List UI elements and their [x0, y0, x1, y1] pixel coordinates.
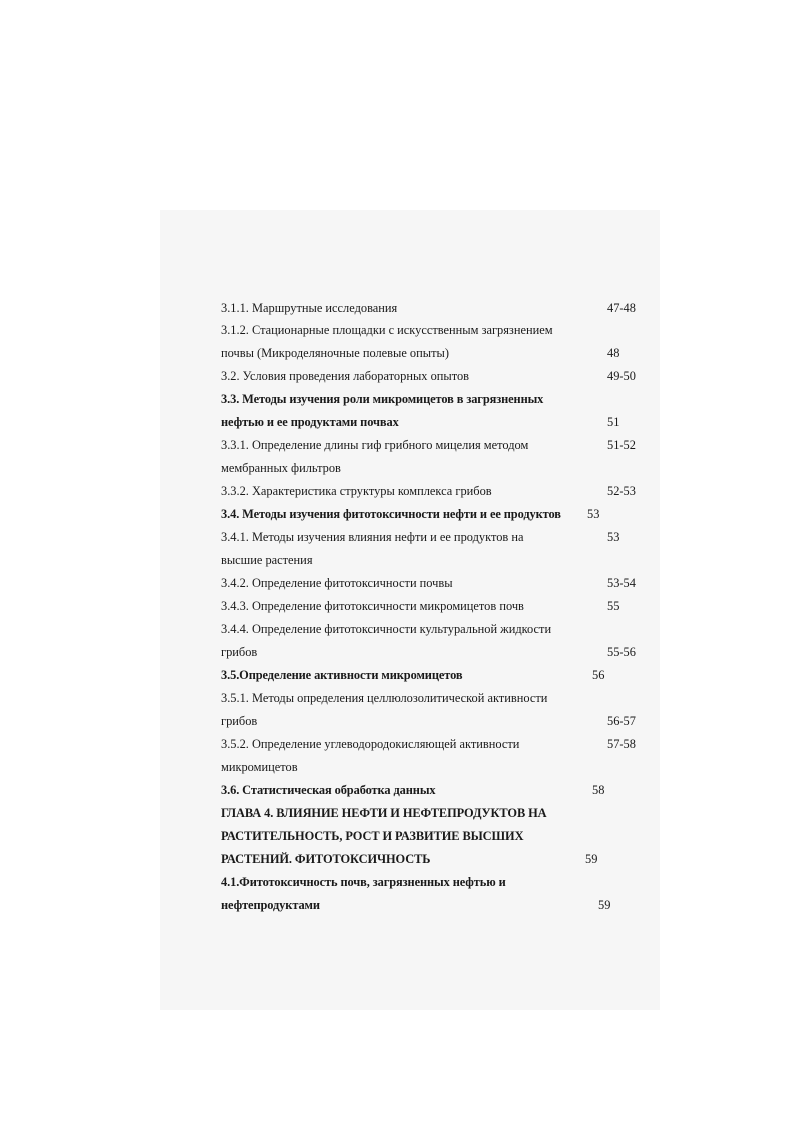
toc-entry-text: 3.3.1. Определение длины гиф грибного мицелия методом [221, 438, 529, 452]
toc-entry-text: 3.3.2. Характеристика структуры комплекса грибов [221, 484, 492, 498]
toc-chapter-heading: ГЛАВА 4. ВЛИЯНИЕ НЕФТИ И НЕФТЕПРОДУКТОВ НА [221, 806, 547, 820]
toc-entry-text: 3.1.2. Стационарные площадки с искусственным загрязнением [221, 323, 553, 337]
toc-entry-text: 3.4.4. Определение фитотоксичности культуральной жидкости [221, 622, 552, 636]
toc-section-heading: нефтью и ее продуктами почвах [221, 415, 399, 429]
toc-entry-page: 53-54 [607, 576, 636, 590]
toc-section-heading: 3.4. Методы изучения фитотоксичности нефти и ее продуктов [221, 507, 561, 521]
toc-entry-page: 48 [607, 346, 620, 360]
toc-entry-text: высшие растения [221, 553, 313, 567]
toc-entry-page: 47-48 [607, 301, 636, 315]
toc-entry-page: 52-53 [607, 484, 636, 498]
toc-entry-page: 56-57 [607, 714, 636, 728]
toc-section-heading: 3.5.Определение активности микромицетов [221, 668, 463, 682]
toc-section-heading: нефтепродуктами [221, 898, 320, 912]
toc-entry-text: 3.5.1. Методы определения целлюлозолитической активности [221, 691, 548, 705]
toc-chapter-heading: РАСТЕНИЙ. ФИТОТОКСИЧНОСТЬ [221, 852, 431, 866]
toc-entry-text: 3.2. Условия проведения лабораторных опытов [221, 369, 470, 383]
toc-chapter-heading: РАСТИТЕЛЬНОСТЬ, РОСТ И РАЗВИТИЕ ВЫСШИХ [221, 829, 524, 843]
toc-entry-page: 53 [587, 507, 600, 521]
toc-section-heading: 4.1.Фитотоксичность почв, загрязненных нефтью и [221, 875, 506, 889]
toc-entry-page: 53 [607, 530, 620, 544]
toc-entry-text: 3.4.2. Определение фитотоксичности почвы [221, 576, 453, 590]
toc-entry-text: 3.4.3. Определение фитотоксичности микромицетов почв [221, 599, 524, 613]
toc-section-heading: 3.3. Методы изучения роли микромицетов в загрязненных [221, 392, 544, 406]
toc-entry-text: мембранных фильтров [221, 461, 341, 475]
toc-entry-text: грибов [221, 714, 258, 728]
toc-entry-text: почвы (Микроделяночные полевые опыты) [221, 346, 449, 360]
toc-entry-text: 3.1.1. Маршрутные исследования [221, 301, 398, 315]
toc-section-heading: 3.6. Статистическая обработка данных [221, 783, 436, 797]
toc-entry-page: 58 [592, 783, 605, 797]
toc-entry-text: 3.4.1. Методы изучения влияния нефти и ее продуктов на [221, 530, 524, 544]
toc-entry-text: грибов [221, 645, 258, 659]
toc-entry-text: 3.5.2. Определение углеводородокисляющей активности [221, 737, 520, 751]
toc-entry-page: 51 [607, 415, 620, 429]
toc-entry-page: 59 [585, 852, 598, 866]
toc-entry-page: 51-52 [607, 438, 636, 452]
toc-entry-page: 55-56 [607, 645, 636, 659]
toc-entry-page: 59 [598, 898, 611, 912]
toc-entry-page: 56 [592, 668, 605, 682]
toc-entry-page: 55 [607, 599, 620, 613]
toc-entry-page: 49-50 [607, 369, 636, 383]
toc-entry-page: 57-58 [607, 737, 636, 751]
toc-entry-text: микромицетов [221, 760, 298, 774]
